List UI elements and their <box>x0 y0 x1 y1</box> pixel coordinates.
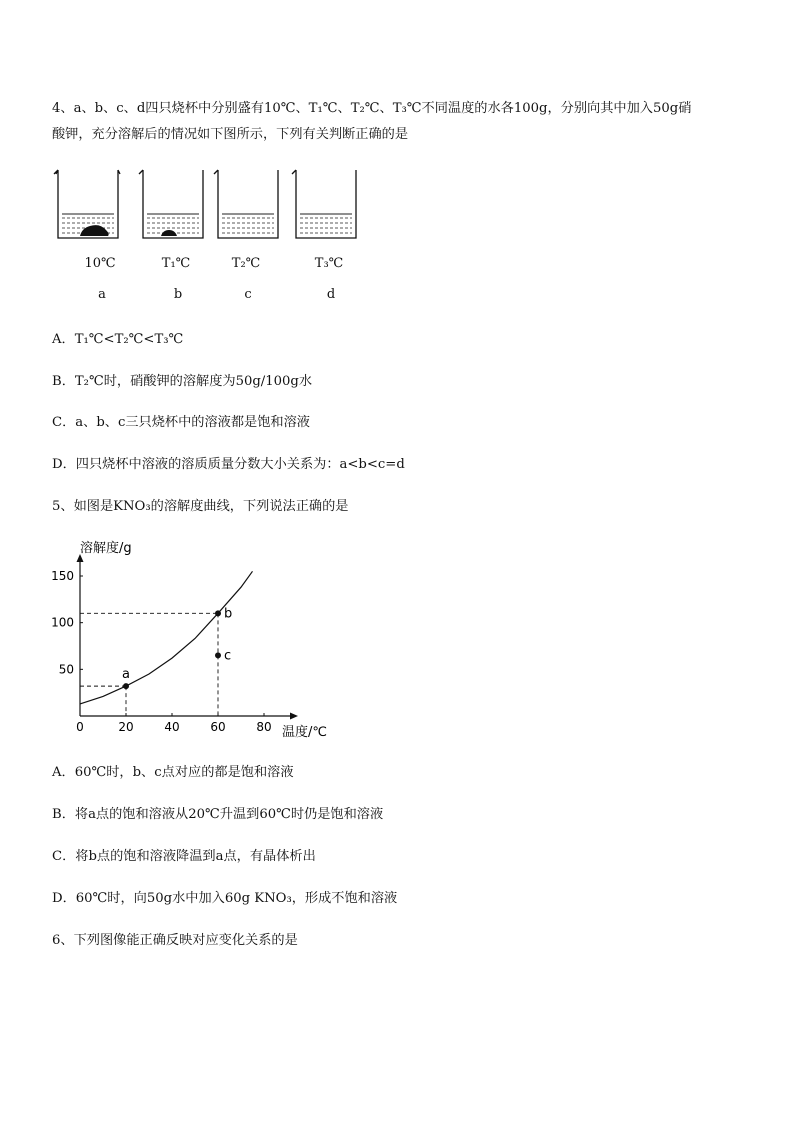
residue-small <box>161 230 177 236</box>
beaker-c-temp: T₂℃ <box>231 256 261 271</box>
x-axis-arrow <box>290 713 298 720</box>
point-label-c: c <box>224 648 232 664</box>
beaker-c-label: c <box>244 287 252 302</box>
beaker-d-temp: T₃℃ <box>314 256 344 271</box>
q5-option-b: B．将a点的饱和溶液从20℃升温到60℃时仍是饱和溶液 <box>52 807 384 822</box>
residue-large <box>80 225 109 236</box>
q4-stem-line1: 4、a、b、c、d四只烧杯中分别盛有10℃、T₁℃、T₂℃、T₃℃不同温度的水各100g，分别向其中加入50g硝 <box>52 101 692 116</box>
q4-stem-line2: 酸钾，充分溶解后的情况如下图所示，下列有关判断正确的是 <box>52 127 409 142</box>
solubility-curve <box>80 571 253 704</box>
y-tick-label: 150 <box>51 569 74 583</box>
beaker-d-label: d <box>326 287 336 302</box>
x-axis-label: 温度/℃ <box>282 725 327 738</box>
solubility-chart <box>48 538 348 738</box>
q4-option-b: B．T₂℃时，硝酸钾的溶解度为50g/100g水 <box>52 374 313 389</box>
beaker-d <box>292 170 356 238</box>
point-c <box>215 652 221 658</box>
beaker-c <box>214 170 278 238</box>
x-tick-label: 0 <box>76 720 84 734</box>
q4-option-d: D．四只烧杯中溶液的溶质质量分数大小关系为：a<b<c=d <box>52 457 405 472</box>
x-tick-label: 80 <box>256 720 272 734</box>
q4-option-c: C．a、b、c三只烧杯中的溶液都是饱和溶液 <box>52 415 310 430</box>
point-label-a: a <box>122 667 130 683</box>
point-a <box>123 683 129 689</box>
y-axis-label: 溶解度/g <box>80 541 132 556</box>
beaker-a-temp: 10℃ <box>84 256 116 271</box>
point-b <box>215 610 221 616</box>
q6-stem: 6、下列图像能正确反映对应变化关系的是 <box>52 933 298 948</box>
x-tick-label: 40 <box>164 720 180 734</box>
y-tick-label: 50 <box>58 662 74 677</box>
beaker-b <box>139 170 203 238</box>
q4-option-a: A．T₁℃<T₂℃<T₃℃ <box>52 332 184 347</box>
x-tick-label: 20 <box>118 720 134 734</box>
point-label-b: b <box>224 606 233 622</box>
y-tick-label: 100 <box>51 615 74 630</box>
beaker-b-temp: T₁℃ <box>161 256 191 271</box>
q5-stem: 5、如图是KNO₃的溶解度曲线，下列说法正确的是 <box>52 499 349 514</box>
beaker-a <box>54 170 120 238</box>
beaker-b-label: b <box>173 287 183 302</box>
beaker-a-label: a <box>98 287 106 302</box>
q5-option-d: D．60℃时，向50g水中加入60g KNO₃，形成不饱和溶液 <box>52 891 398 906</box>
beakers-figure <box>50 168 370 243</box>
x-tick-label: 60 <box>210 720 226 734</box>
q5-option-a: A．60℃时，b、c点对应的都是饱和溶液 <box>52 765 294 780</box>
q5-option-c: C．将b点的饱和溶液降温到a点，有晶体析出 <box>52 849 316 864</box>
